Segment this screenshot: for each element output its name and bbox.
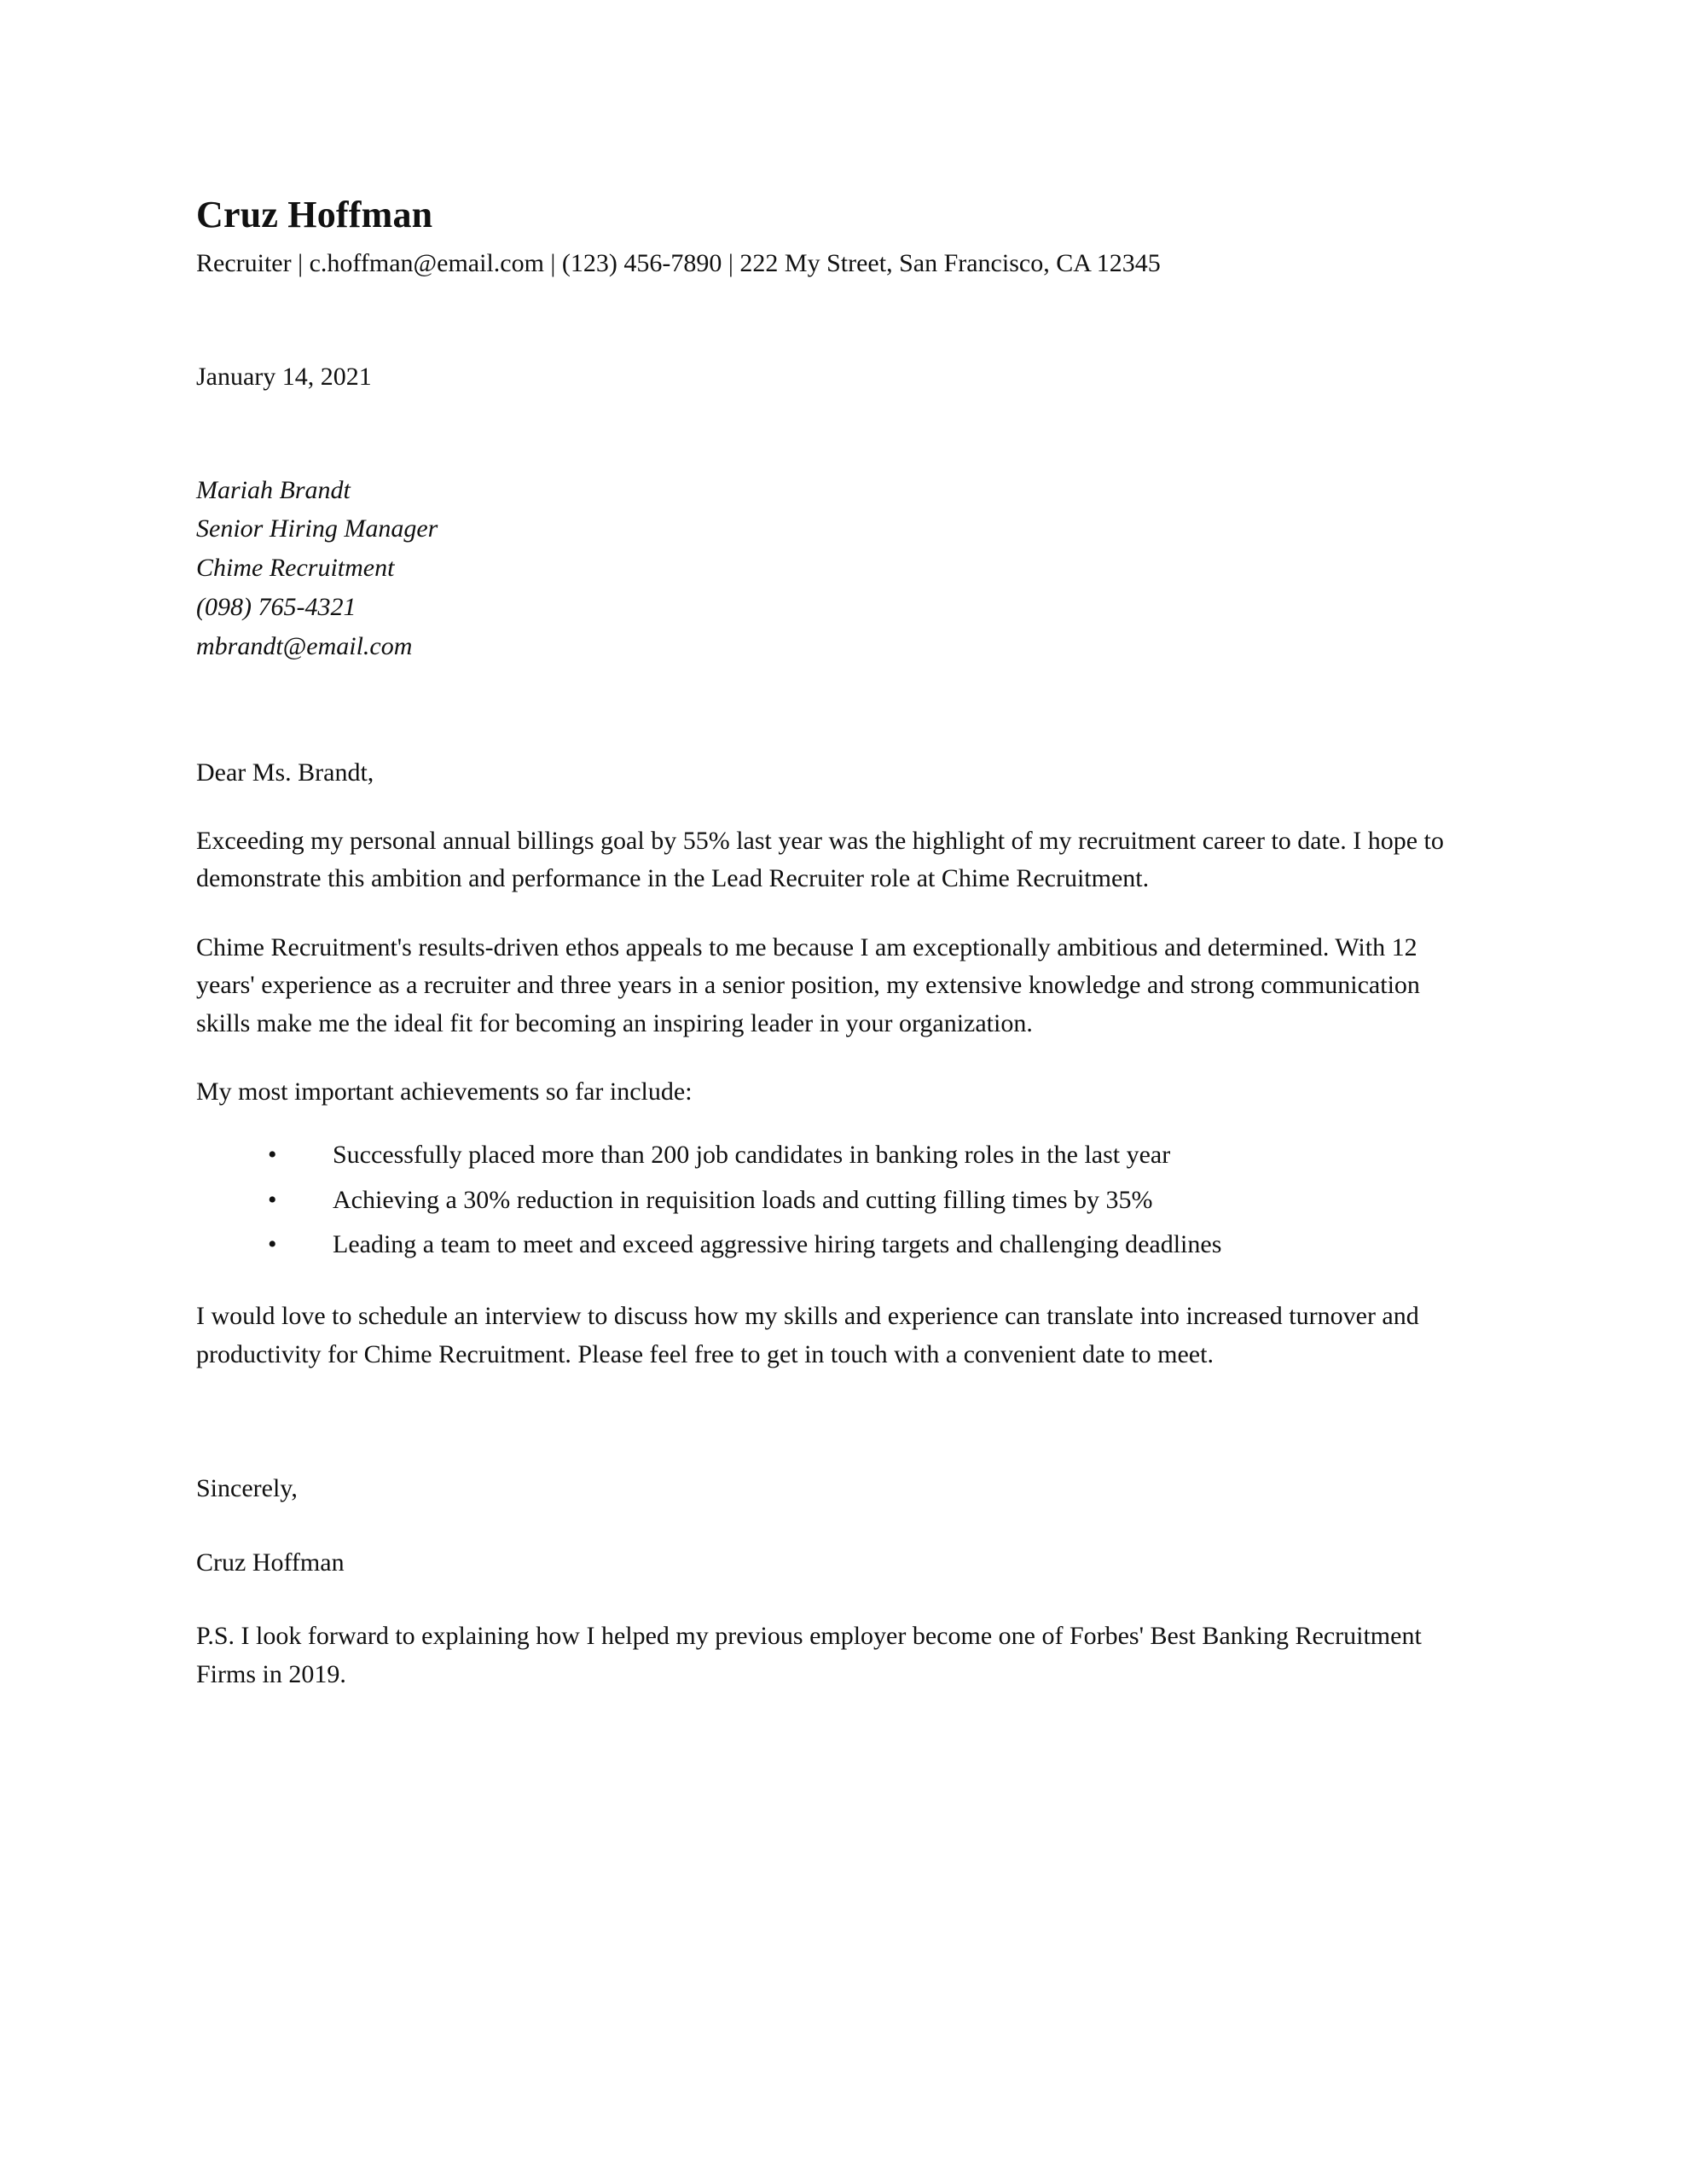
recipient-title: Senior Hiring Manager: [196, 514, 438, 543]
signature-name: Cruz Hoffman: [196, 1548, 345, 1577]
recipient-phone: (098) 765-4321: [196, 593, 357, 622]
achievements-intro: My most important achievements so far include:: [196, 1077, 693, 1106]
recipient-email: mbrandt@email.com: [196, 632, 413, 661]
bullet-icon: •: [268, 1185, 277, 1214]
letter-body: [196, 195, 1467, 1693]
body-paragraph-2: Chime Recruitment's results-driven ethos appeals to me because I am exceptionally ambitious and determined. With 12 years' experience as a recruiter and three years in a senior position, my extensive knowledge and strong communication skills make me the ideal fit for becoming an inspiring leader in your organization.: [196, 932, 1420, 1037]
closing-paragraph: I would love to schedule an interview to discuss how my skills and experience can translate into increased turnover and productivity for Chime Recruitment. Please feel free to get in touch with a convenient date to meet.: [196, 1302, 1419, 1368]
list-item: [196, 1136, 1467, 1174]
sender-contact-line: Recruiter | c.hoffman@email.com | (123) 456-7890 | 222 My Street, San Francisco, CA 12345: [196, 248, 1161, 277]
recipient-block: [196, 471, 1467, 666]
list-item: [196, 1182, 1467, 1219]
valediction: Sincerely,: [196, 1474, 298, 1503]
letter-date: January 14, 2021: [196, 362, 372, 391]
list-item-text: Successfully placed more than 200 job candidates in banking roles in the last year: [333, 1141, 1171, 1170]
recipient-company: Chime Recruitment: [196, 554, 395, 583]
bullet-icon: •: [268, 1230, 277, 1259]
list-item-text: Achieving a 30% reduction in requisition loads and cutting filling times by 35%: [333, 1185, 1153, 1214]
salutation: Dear Ms. Brandt,: [196, 758, 374, 787]
body-paragraph-1: Exceeding my personal annual billings goal by 55% last year was the highlight of my recruitment career to date. I hope to demonstrate this ambition and performance in the Lead Recruiter role at Chime Recruitment.: [196, 826, 1444, 893]
postscript: P.S. I look forward to explaining how I helped my previous employer become one of Forbes' Best Banking Recruitment Firms in 2019.: [196, 1622, 1422, 1688]
bullet-icon: •: [268, 1141, 277, 1170]
sender-name: Cruz Hoffman: [196, 194, 433, 235]
sender-header: [196, 195, 1467, 282]
list-item: [196, 1226, 1467, 1263]
list-item-text: Leading a team to meet and exceed aggressive hiring targets and challenging deadlines: [333, 1230, 1222, 1259]
recipient-name: Mariah Brandt: [196, 475, 351, 504]
achievements-list: [196, 1136, 1467, 1263]
